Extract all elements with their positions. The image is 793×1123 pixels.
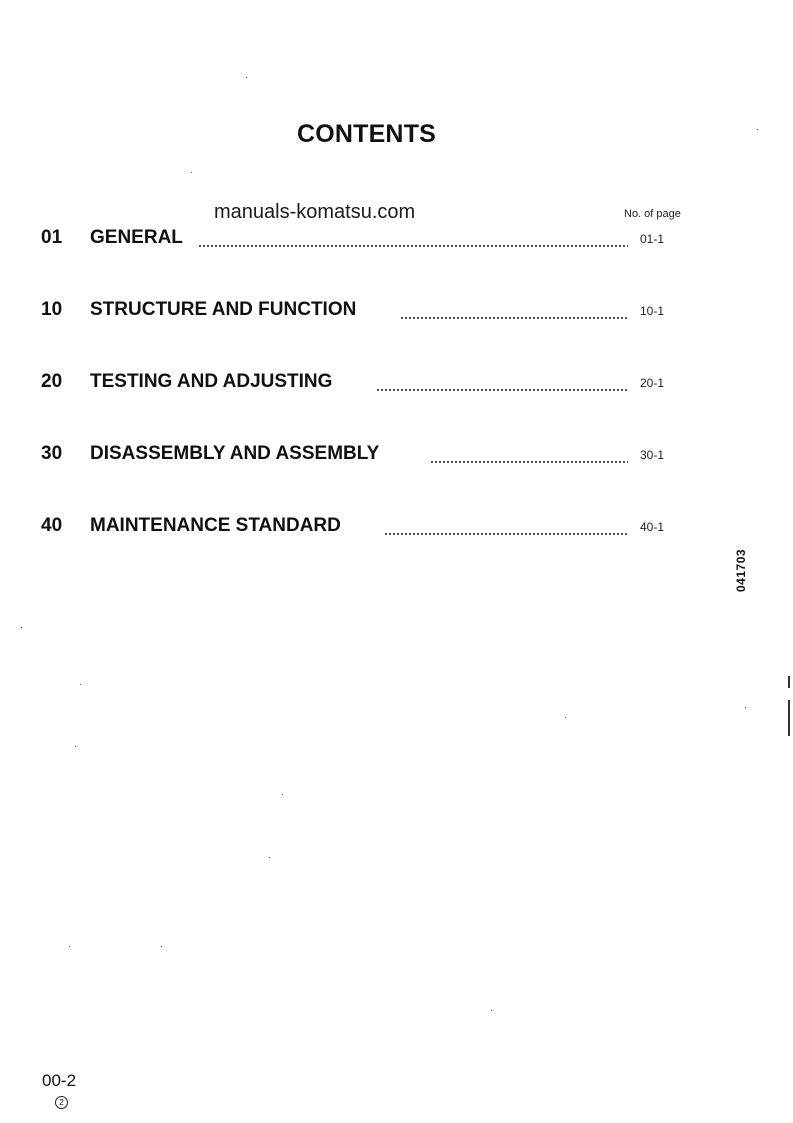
toc-page-ref: 01-1 xyxy=(640,232,665,246)
dot-leader xyxy=(198,245,628,247)
scan-speck xyxy=(565,717,566,718)
scan-speck xyxy=(282,794,283,795)
revision-mark: 2 xyxy=(55,1096,68,1109)
toc-entry-structure-and-function[interactable] xyxy=(0,299,793,325)
dot-leader xyxy=(376,389,628,391)
watermark-text: manuals-komatsu.com xyxy=(214,201,416,223)
scan-speck xyxy=(745,707,746,708)
toc-page-ref: 40-1 xyxy=(640,520,665,534)
dot-leader xyxy=(430,461,628,463)
toc-title: MAINTENANCE STANDARD xyxy=(90,515,341,536)
dot-leader xyxy=(384,533,628,535)
toc-number: 01 xyxy=(41,227,63,248)
scan-edge-mark xyxy=(788,700,790,736)
scan-speck xyxy=(80,684,81,685)
scan-speck xyxy=(161,946,162,947)
toc-number: 30 xyxy=(41,443,63,464)
scan-speck xyxy=(21,627,22,628)
scan-speck xyxy=(191,172,192,173)
page-title: CONTENTS xyxy=(296,120,437,148)
scan-speck xyxy=(69,946,70,947)
scan-speck xyxy=(757,129,758,130)
toc-title: STRUCTURE AND FUNCTION xyxy=(90,299,357,320)
scan-speck xyxy=(246,77,247,78)
toc-title: GENERAL xyxy=(90,227,183,248)
page-column-header: No. of page xyxy=(624,208,681,220)
toc-page-ref: 10-1 xyxy=(640,304,665,318)
scan-speck xyxy=(269,857,270,858)
scan-edge-mark xyxy=(788,676,790,688)
footer-page-number: 00-2 xyxy=(42,1071,77,1090)
scan-speck xyxy=(491,1010,492,1011)
toc-number: 10 xyxy=(41,299,63,320)
toc-title: DISASSEMBLY AND ASSEMBLY xyxy=(90,443,380,464)
toc-number: 40 xyxy=(41,515,63,536)
toc-entry-disassembly-and-assembly[interactable] xyxy=(0,443,793,469)
scan-speck xyxy=(75,746,76,747)
side-document-code: 041703 xyxy=(734,548,748,592)
toc-number: 20 xyxy=(41,371,63,392)
toc-entry-testing-and-adjusting[interactable] xyxy=(0,371,793,397)
dot-leader xyxy=(400,317,628,319)
toc-entry-maintenance-standard[interactable] xyxy=(0,515,793,541)
toc-page-ref: 30-1 xyxy=(640,448,665,462)
toc-page-ref: 20-1 xyxy=(640,376,665,390)
toc-entry-general[interactable] xyxy=(0,227,793,253)
toc-title: TESTING AND ADJUSTING xyxy=(90,371,333,392)
